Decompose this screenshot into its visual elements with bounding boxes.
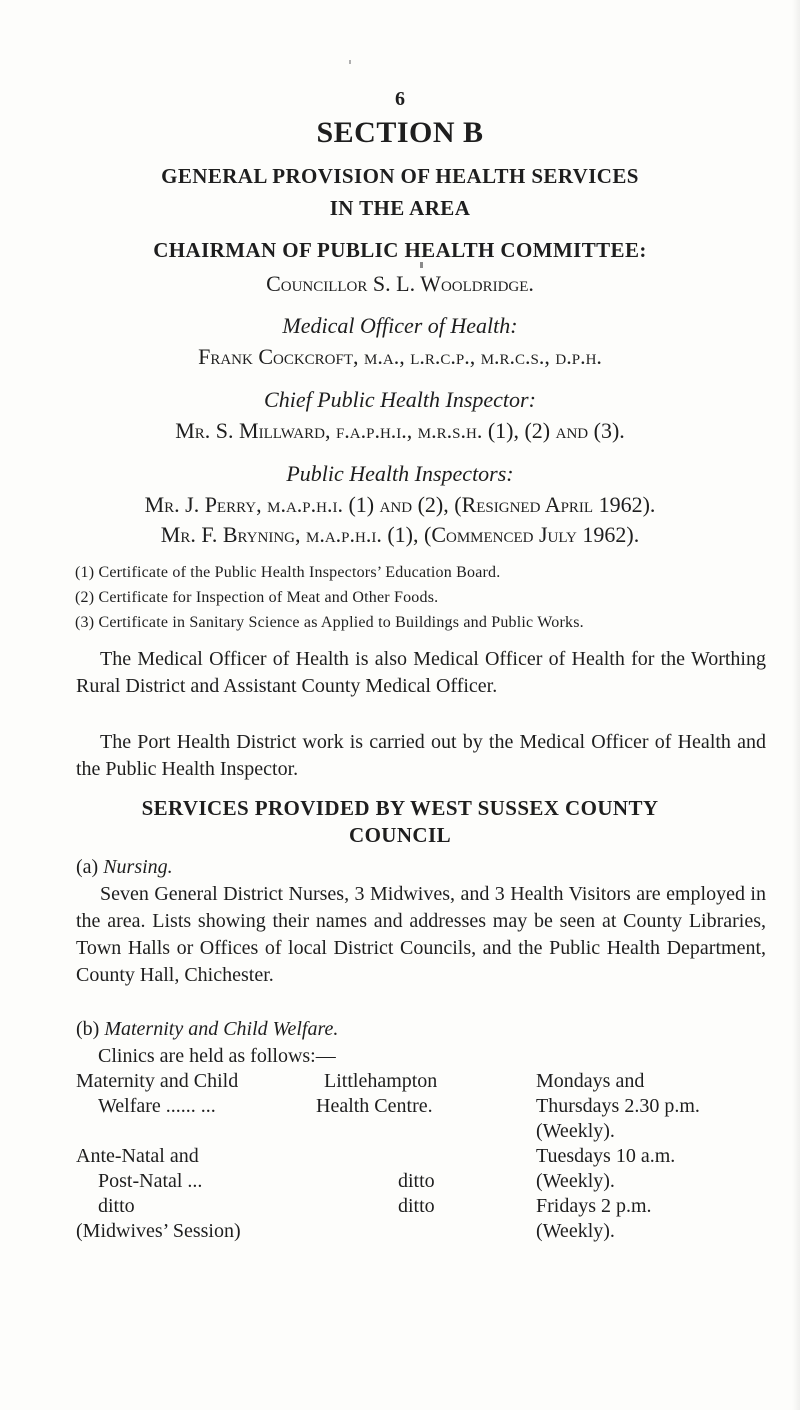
clinic-1-place-line2: Health Centre. (316, 1095, 433, 1117)
section-title: SECTION B (316, 116, 484, 149)
clinic-3-service-line1: ditto (98, 1195, 135, 1217)
nursing-subheading (76, 854, 476, 881)
cphi-title: Chief Public Health Inspector: (264, 387, 536, 412)
clinic-3-time-line2: (Weekly). (536, 1220, 615, 1242)
paragraph-nursing: Seven General District Nurses, 3 Midwives, and 3 Health Visitors are employed in the area. Lists showing their names and addresses may be seen at County Libraries, Town Halls or Offices of local District Councils, and the Public Health Department, County Hall, Chichester. (76, 883, 766, 986)
clinic-1-service-line1: Maternity and Child (76, 1070, 239, 1092)
clinic-1-time-line2: Thursdays 2.30 p.m. (536, 1095, 700, 1117)
paragraph-port-health: The Port Health District work is carried out by the Medical Officer of Health and the Public Health Inspector. (76, 731, 766, 780)
clinic-1-place-line1: Littlehampton (324, 1070, 438, 1092)
moh-title: Medical Officer of Health: (282, 313, 518, 338)
clinic-1-time (536, 1069, 700, 1144)
clinic-2-time-line1: Tuesdays 10 a.m. (536, 1145, 676, 1167)
scan-speck (420, 262, 423, 268)
clinic-1-place (316, 1069, 437, 1119)
clinic-3-place (398, 1194, 435, 1219)
chairman-heading: CHAIRMAN OF PUBLIC HEALTH COMMITTEE: (153, 238, 647, 262)
clinic-3-place-line1: ditto (398, 1195, 435, 1217)
clinic-1-time-line1: Mondays and (536, 1070, 645, 1092)
services-heading-line1: SERVICES PROVIDED BY WEST SUSSEX COUNTY (141, 796, 659, 820)
scan-speck (349, 60, 351, 64)
clinic-2-time (536, 1144, 675, 1194)
nursing-label: (a) (76, 856, 104, 878)
phi-name-perry: Mr. J. Perry, m.a.p.h.i. (1) and (2), (Resigned April 1962). (144, 492, 656, 517)
footnote-1: (1) Certificate of the Public Health Inspectors’ Education Board. (75, 564, 501, 581)
clinic-2-place (398, 1169, 435, 1194)
phi-title: Public Health Inspectors: (286, 461, 514, 486)
paragraph-moh-roles: The Medical Officer of Health is also Medical Officer of Health for the Worthing Rural District and Assistant County Medical Officer. (76, 648, 766, 697)
clinic-1-service (76, 1069, 238, 1119)
main-heading-line2: IN THE AREA (329, 196, 471, 220)
page-number: 6 (395, 88, 405, 110)
clinic-3-time (536, 1194, 652, 1244)
clinic-1-service-line2: Welfare ...... ... (98, 1095, 216, 1117)
footnote-2: (2) Certificate for Inspection of Meat and Other Foods. (75, 589, 439, 606)
maternity-subheading (76, 1016, 576, 1043)
page-edge-shadow (792, 0, 800, 1410)
clinic-2-service-line2: Post-Natal ... (98, 1170, 203, 1192)
clinics-intro: Clinics are held as follows:— (98, 1045, 336, 1067)
main-heading-line1: GENERAL PROVISION OF HEALTH SERVICES (161, 164, 639, 188)
clinic-2-service (76, 1144, 202, 1194)
services-heading-line2: COUNCIL (349, 823, 451, 847)
footnote-3: (3) Certificate in Sanitary Science as Applied to Buildings and Public Works. (75, 614, 584, 631)
moh-name: Frank Cockcroft, m.a., l.r.c.p., m.r.c.s., d.p.h. (198, 344, 602, 369)
cphi-name: Mr. S. Millward, f.a.p.h.i., m.r.s.h. (1), (2) and (3). (175, 418, 625, 443)
phi-name-bryning: Mr. F. Bryning, m.a.p.h.i. (1), (Commenced July 1962). (160, 522, 640, 547)
clinic-3-time-line1: Fridays 2 p.m. (536, 1195, 652, 1217)
clinic-3-service (76, 1194, 241, 1244)
clinic-2-place-line1: ditto (398, 1170, 435, 1192)
clinic-2-service-line1: Ante-Natal and (76, 1145, 199, 1167)
clinic-1-time-line3: (Weekly). (536, 1120, 615, 1142)
clinic-2-time-line2: (Weekly). (536, 1170, 615, 1192)
maternity-label: (b) (76, 1018, 105, 1040)
maternity-title: Maternity and Child Welfare. (104, 1018, 339, 1040)
nursing-title: Nursing. (103, 856, 173, 878)
clinic-3-service-line2: (Midwives’ Session) (76, 1220, 241, 1242)
chairman-name: Councillor S. L. Wooldridge. (266, 271, 534, 296)
